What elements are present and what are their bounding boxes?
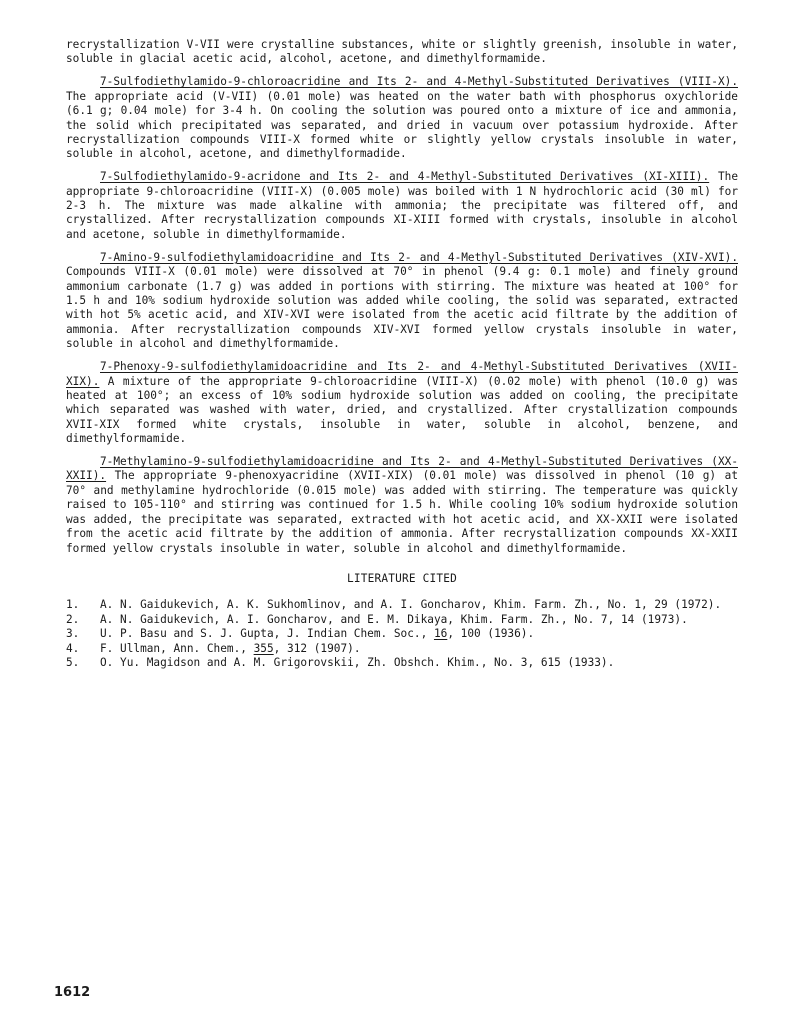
reference-text	[100, 627, 738, 641]
reference-item	[66, 627, 738, 641]
section-body: Compounds VIII-X (0.01 mole) were dissolved at 70° in phenol (9.4 g: 0.1 mole) and finely ground ammonium carbonate (1.7 g) was added in portions with stirring. The mixture was heated at 100° for 1.5 h and 10% sodium hydroxide solution was added while cooling, the solid was separated, extracted with hot 5% acetic acid, and XIV-XVI were isolated from the acetic acid filtrate by the addition of ammonia. After recrystallization compounds XIV-XVI formed yellow crystals insoluble in water, soluble in alcohol and dimethylformamide.	[66, 265, 738, 351]
reference-item	[66, 656, 738, 670]
article-page	[66, 38, 738, 670]
reference-text: A. N. Gaidukevich, A. K. Sukhomlinov, and A. I. Goncharov, Khim. Farm. Zh., No. 1, 29 (1972).	[100, 598, 722, 612]
reference-item	[66, 598, 738, 612]
section-xi-xiii	[66, 170, 738, 242]
literature-title: LITERATURE CITED	[346, 571, 458, 585]
reference-pages: , 100 (1936).	[447, 627, 535, 641]
section-heading: 7-Amino-9-sulfodiethylamidoacridine and Its 2- and 4-Methyl-Substituted Derivatives (XIV-XVI).	[100, 250, 738, 264]
page-number: 1612	[54, 985, 91, 1000]
section-body: The appropriate 9-chloroacridine (VIII-X) (0.005 mole) was boiled with 1 N hydrochloric acid (30 ml) for 2-3 h. The mixture was made alkaline with ammonia; the precipitate was filtered off, and crystallized. After recrystallization compounds XI-XIII formed with crystals, insoluble in alcohol and acetone, soluble in dimethylformamide.	[66, 170, 738, 241]
reference-text: O. Yu. Magidson and A. M. Grigorovskii, Zh. Obshch. Khim., No. 3, 615 (1933).	[100, 655, 615, 669]
reference-pages: , 312 (1907).	[273, 641, 361, 655]
section-xx-xxii	[66, 455, 738, 556]
section-heading: 7-Methylamino-9-sulfodiethylamidoacridine and Its 2- and 4-Methyl-Substituted Derivatives (XX-XXII).	[66, 455, 738, 483]
reference-citation: F. Ullman, Ann. Chem.,	[100, 641, 254, 655]
section-heading: 7-Sulfodiethylamido-9-chloroacridine and Its 2- and 4-Methyl-Substituted Derivatives (VIII-X).	[100, 75, 738, 89]
reference-number: 5.	[66, 655, 80, 669]
reference-number: 4.	[66, 641, 80, 655]
reference-list	[66, 598, 738, 670]
section-xvii-xix	[66, 360, 738, 446]
section-vii-x	[66, 75, 738, 161]
reference-volume: 16	[433, 627, 448, 641]
reference-number: 3.	[66, 627, 80, 641]
reference-number: 1.	[66, 598, 80, 612]
section-heading: 7-Phenoxy-9-sulfodiethylamidoacridine and Its 2- and 4-Methyl-Substituted Derivatives (XVII-XIX).	[66, 360, 738, 388]
reference-item	[66, 642, 738, 656]
reference-citation: U. P. Basu and S. J. Gupta, J. Indian Chem. Soc.,	[100, 627, 434, 641]
section-body: The appropriate 9-phenoxyacridine (XVII-XIX) (0.01 mole) was dissolved in phenol (10 g) at 70° and methylamine hydrochloride (0.015 mole) was added with stirring. The temperature was quickly raised to 105-110° and stirring was continued for 1.5 h. While cooling 10% sodium hydroxide solution was added, the precipitate was separated, extracted with hot acetic acid, and XX-XXII were isolated from the acetic acid filtrate by the addition of ammonia. After recrystallization compounds XX-XXII formed yellow crystals insoluble in water, soluble in alcohol and dimethylformamide.	[66, 469, 738, 555]
intro-paragraph: recrystallization V-VII were crystalline substances, white or slightly greenish, insoluble in water, soluble in glacial acetic acid, alcohol, acetone, and dimethylformamide.	[66, 38, 738, 66]
reference-volume: 355	[253, 641, 274, 655]
section-xiv-xvi	[66, 251, 738, 352]
section-heading: 7-Sulfodiethylamido-9-acridone and Its 2- and 4-Methyl-Substituted Derivatives (XI-XIII).	[100, 170, 710, 184]
reference-text	[100, 642, 738, 656]
section-body: A mixture of the appropriate 9-chloroacridine (VIII-X) (0.02 mole) with phenol (10.0 g) was heated at 100°; an excess of 10% sodium hydroxide solution was added on cooling, the precipitate which separated was washed with water, dried, and crystallized. After crystallization compounds XVII-XIX formed white crystals, insoluble in water, soluble in alcohol, benzene, and dimethylformamide.	[66, 374, 738, 446]
section-body: The appropriate acid (V-VII) (0.01 mole) was heated on the water bath with phosphorus oxychloride (6.1 g; 0.04 mole) for 3-4 h. On cooling the solution was poured onto a mixture of ice and ammonia, the solid which precipitated was separated, and dried in vacuum over potassium hydroxide. After recrystallization compounds VIII-X formed white or slightly yellow crystals insoluble in water, soluble in alcohol, acetone, and dimethylformadide.	[66, 89, 738, 161]
reference-text: A. N. Gaidukevich, A. I. Goncharov, and E. M. Dikaya, Khim. Farm. Zh., No. 7, 14 (1973).	[100, 612, 688, 626]
reference-item	[66, 613, 738, 627]
reference-number: 2.	[66, 612, 80, 626]
